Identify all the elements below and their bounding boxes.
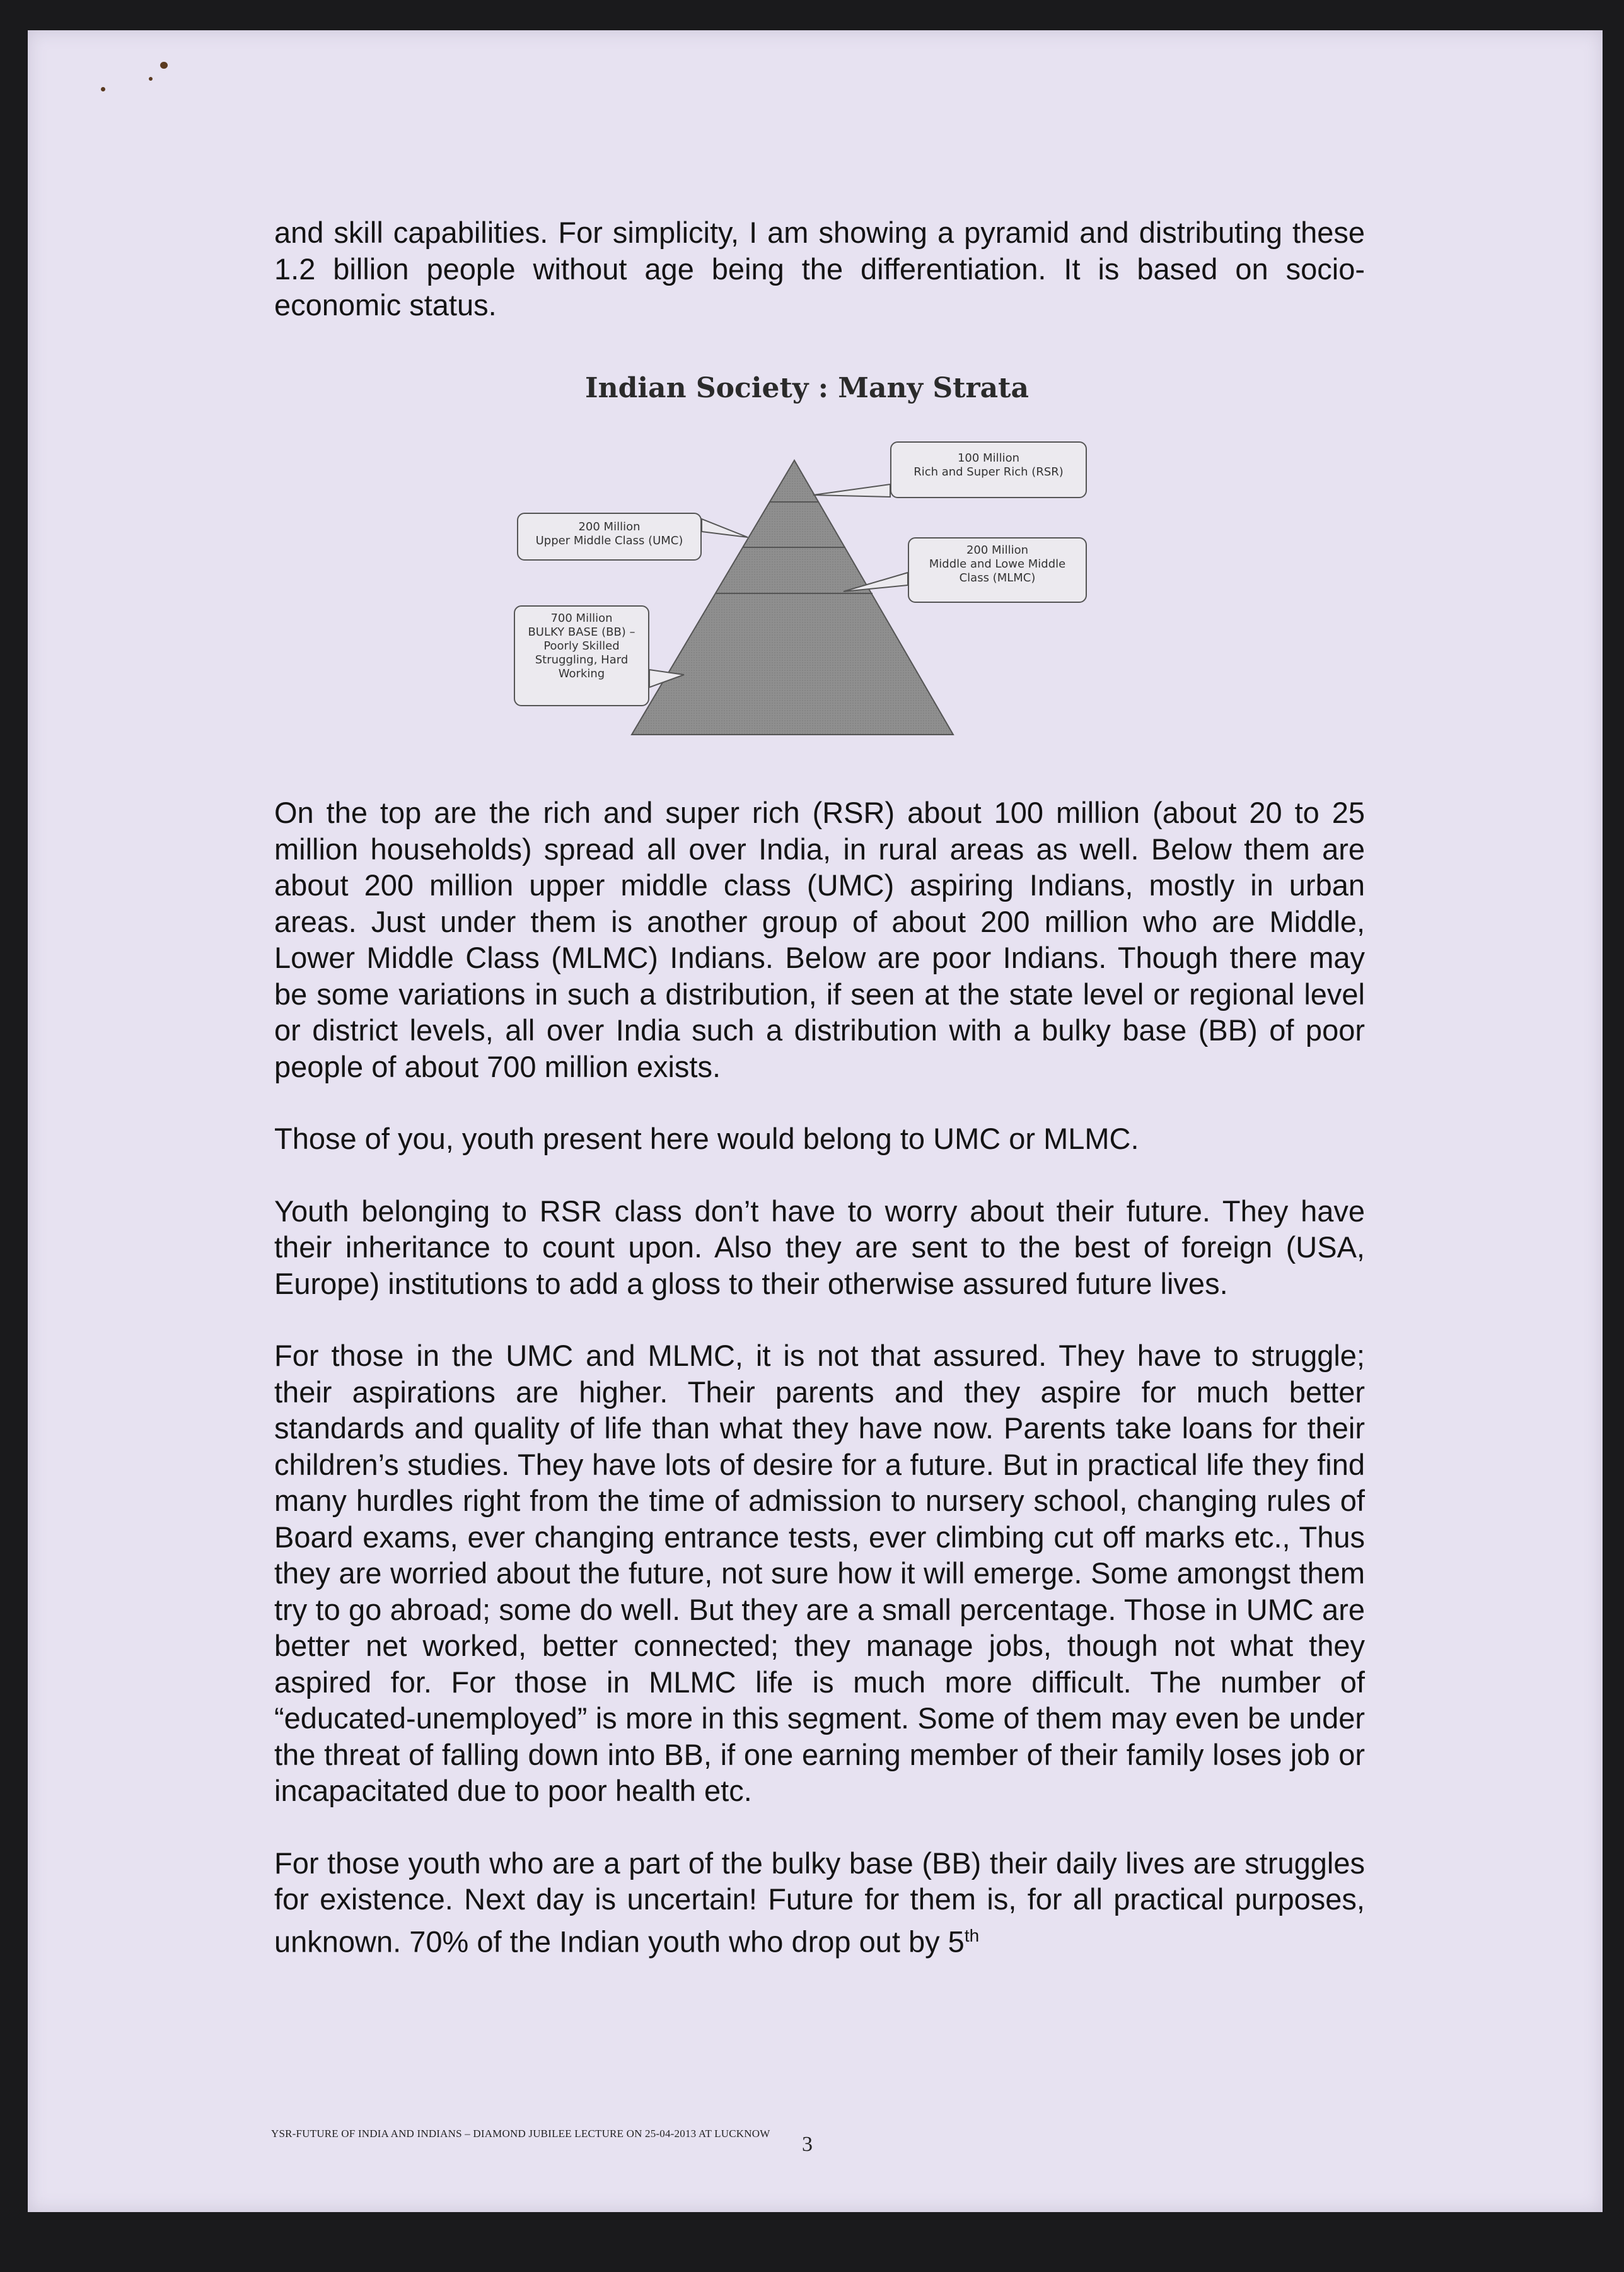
- callout-mlmc: 200 Million Middle and Lowe Middle Class (MLMC): [908, 537, 1087, 603]
- paragraph-umc-mlmc: For those in the UMC and MLMC, it is not that assured. They have to struggle; their aspirations are higher. Their parents and they aspire for much better standards and quality of life than what they have now. Parents take loans for their children’s studies. They have lots of desire for a future. But in practical life they find many hurdles right from the time of admission to nursery school, changing rules of Board exams, ever changing entrance tests, ever climbing cut off marks etc., Thus they are worried about the future, not sure how it will emerge. Some amongst them try to go abroad; some do well. But they are a small percentage. Those in UMC are better net worked, better connected; they manage jobs, though not what they aspired for. For those in MLMC life is much more difficult. The number of “educated-unemployed” is more in this segment. Some of them may even be under the threat of falling down into BB, if one earning member of their family loses job or incapacitated due to poor health etc.: [274, 1339, 1365, 1807]
- footer-text: YSR-FUTURE OF INDIA AND INDIANS – DIAMOND JUBILEE LECTURE ON 25-04-2013 AT LUCKNOW: [271, 2128, 770, 2140]
- superscript-th: th: [964, 1925, 980, 1945]
- diagram-title: Indian Society : Many Strata: [585, 372, 1029, 404]
- stain-mark: [160, 62, 168, 69]
- body-section: [274, 795, 1365, 1960]
- paragraph-strata: On the top are the rich and super rich (RSR) about 100 million (about 20 to 25 million households) spread all over India, in rural areas as well. Below them are about 200 million upper middle class (UMC) aspiring Indians, mostly in urban areas. Just under them is another group of about 200 million who are Middle, Lower Middle Class (MLMC) Indians. Below are poor Indians. Though there may be some variations in such a distribution, if seen at the state level or regional level or district levels, all over India such a distribution with a bulky base (BB) of poor people of about 700 million exists.: [274, 796, 1365, 1083]
- intro-paragraph: and skill capabilities. For simplicity, I am showing a pyramid and distributing these 1.2 billion people without age being the differentiation. It is based on socio-economic status.: [274, 216, 1365, 322]
- paragraph-bulky-base: For those youth who are a part of the bulky base (BB) their daily lives are struggles for existence. Next day is uncertain! Future for them is, for all practical purposes, unknown. 70% of the Indian youth who drop out by 5th: [274, 1846, 1365, 1959]
- strata-diagram: [504, 372, 1110, 738]
- leader-umc: [702, 519, 748, 537]
- callout-rsr: 100 Million Rich and Super Rich (RSR): [890, 441, 1087, 498]
- callout-bb: 700 Million BULKY BASE (BB) – Poorly Skilled Struggling, Hard Working: [514, 605, 649, 706]
- intro-section: [274, 214, 1365, 323]
- paragraph-youth-present: Those of you, youth present here would belong to UMC or MLMC.: [274, 1122, 1139, 1155]
- callout-umc: 200 Million Upper Middle Class (UMC): [517, 513, 702, 561]
- page-number: 3: [802, 2133, 813, 2156]
- stain-mark: [149, 77, 153, 81]
- leader-rsr: [813, 484, 890, 497]
- stain-mark: [101, 87, 105, 91]
- paragraph-rsr-youth: Youth belonging to RSR class don’t have to worry about their future. They have their inheritance to count upon. Also they are sent to the best of foreign (USA, Europe) institutions to add a gloss to their otherwise assured future lives.: [274, 1194, 1365, 1300]
